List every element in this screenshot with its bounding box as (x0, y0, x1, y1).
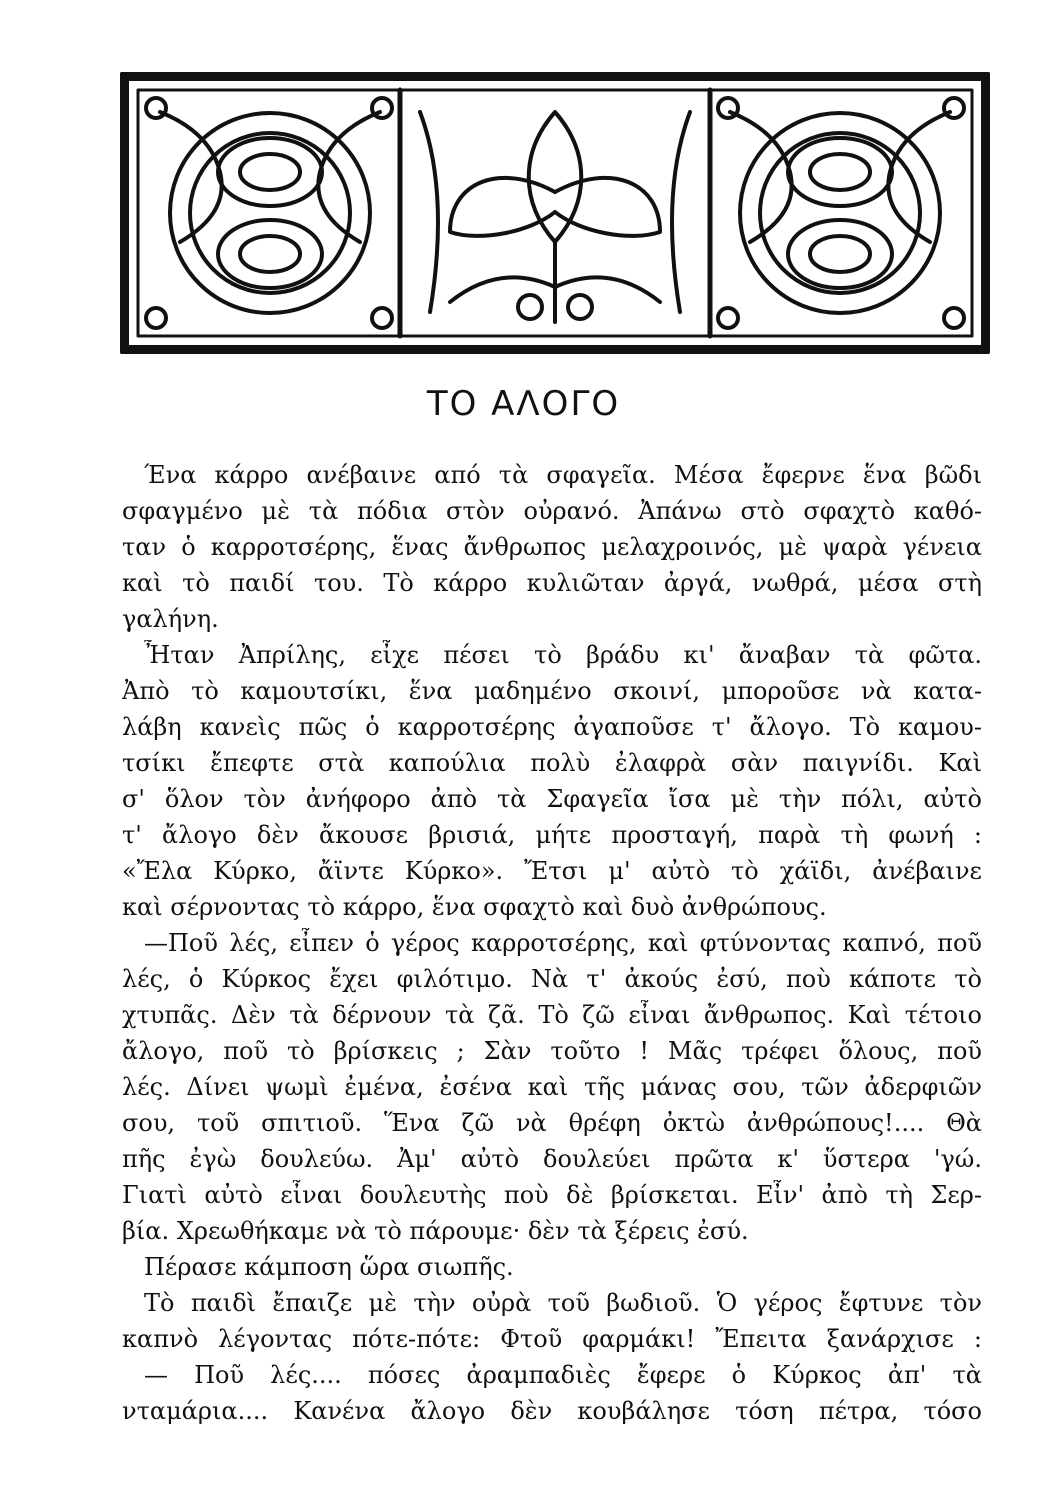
text-line: ταν ὁ καρροτσέρης, ἕνας ἄνθρωπος μελαχροινός, μὲ ψαρὰ γένεια (122, 533, 982, 561)
text-line: Τὸ παιδὶ ἔπαιζε μὲ τὴν οὐρὰ τοῦ βωδιοῦ. Ὁ γέρος ἔφτυνε τὸν (144, 1289, 982, 1317)
text-line: Πέρασε κάμποση ὥρα σιωπῆς. (144, 1253, 514, 1281)
text-line: τσίκι ἔπεφτε στὰ καπούλια πολὺ ἐλαφρὰ σὰν παιγνίδι. Καὶ (122, 749, 982, 777)
text-line: καπνὸ λέγοντας πότε-πότε: Φτοῦ φαρμάκι! Ἔπειτα ξανάρχισε : (122, 1325, 982, 1353)
text-line: σου, τοῦ σπιτιοῦ. Ἕνα ζῶ νὰ θρέφη ὀκτὼ ἀνθρώπους!.... Θὰ (122, 1109, 982, 1137)
ornamental-header-icon (120, 72, 990, 354)
text-line: λές, ὁ Κύρκος ἔχει φιλότιμο. Νὰ τ' ἀκούς ἐσύ, ποὺ κάποτε τὸ (122, 965, 982, 993)
text-line: Γιατὶ αὐτὸ εἶναι δουλευτὴς ποὺ δὲ βρίσκεται. Εἶν' ἀπὸ τὴ Σερ- (122, 1181, 982, 1209)
text-line: γαλήνη. (122, 605, 219, 633)
text-line: σ' ὅλον τὸν ἀνήφορο ἀπὸ τὰ Σφαγεῖα ἴσα μὲ τὴν πόλι, αὐτὸ (122, 785, 982, 813)
text-line: καὶ σέρνοντας τὸ κάρρο, ἕνα σφαχτὸ καὶ δυὸ ἀνθρώπους. (122, 893, 827, 921)
text-line: —Ποῦ λές, εἶπεν ὁ γέρος καρροτσέρης, καὶ φτύνοντας καπνό, ποῦ (144, 929, 982, 957)
text-line: λές. Δίνει ψωμὶ ἐμένα, ἐσένα καὶ τῆς μάνας σου, τῶν ἀδερφιῶν (122, 1073, 982, 1101)
text-line: Ένα κάρρο ανέβαινε από τὰ σφαγεῖα. Μέσα ἔφερνε ἕνα βῶδι (144, 461, 982, 489)
text-line: σφαγμένο μὲ τὰ πόδια στὸν οὐρανό. Ἀπάνω στὸ σφαχτὸ καθό- (122, 497, 982, 525)
text-line: λάβη κανεὶς πῶς ὁ καρροτσέρης ἀγαποῦσε τ' ἄλογο. Τὸ καμου- (122, 713, 982, 741)
text-line: «Ἔλα Κύρκο, ἄϊντε Κύρκο». Ἔτσι μ' αὐτὸ τὸ χάϊδι, ἀνέβαινε (122, 857, 982, 885)
text-line: τ' ἄλογο δὲν ἄκουσε βρισιά, μήτε προσταγή, παρὰ τὴ φωνή : (122, 821, 982, 849)
text-line: — Ποῦ λές.... πόσες ἀραμπαδιὲς ἔφερε ὁ Κύρκος ἀπ' τὰ (144, 1361, 982, 1389)
text-line: Ἀπὸ τὸ καμουτσίκι, ἕνα μαδημένο σκοινί, μποροῦσε νὰ κατα- (122, 677, 982, 705)
text-line: βία. Χρεωθήκαμε νὰ τὸ πάρουμε· δὲν τὰ ξέρεις ἐσύ. (122, 1217, 749, 1245)
text-line: ἄλογο, ποῦ τὸ βρίσκεις ; Σὰν τοῦτο ! Μᾶς τρέφει ὅλους, ποῦ (122, 1037, 982, 1065)
text-line: καὶ τὸ παιδί του. Τὸ κάρρο κυλιῶταν ἀργά, νωθρά, μέσα στὴ (122, 569, 982, 597)
text-line: νταμάρια.... Κανένα ἄλογο δὲν κουβάλησε τόση πέτρα, τόσο (122, 1397, 982, 1425)
story-title: ΤΟ ΑΛΟΓΟ (426, 384, 621, 424)
text-line: Ἦταν Ἀπρίλης, εἶχε πέσει τὸ βράδυ κι' ἄναβαν τὰ φῶτα. (144, 641, 982, 669)
text-line: χτυπᾶς. Δὲν τὰ δέρνουν τὰ ζᾶ. Τὸ ζῶ εἶναι ἄνθρωπος. Καὶ τέτοιο (122, 1001, 982, 1029)
text-line: πῆς ἐγὼ δουλεύω. Ἀμ' αὐτὸ δουλεύει πρῶτα κ' ὕστερα 'γώ. (122, 1145, 982, 1173)
